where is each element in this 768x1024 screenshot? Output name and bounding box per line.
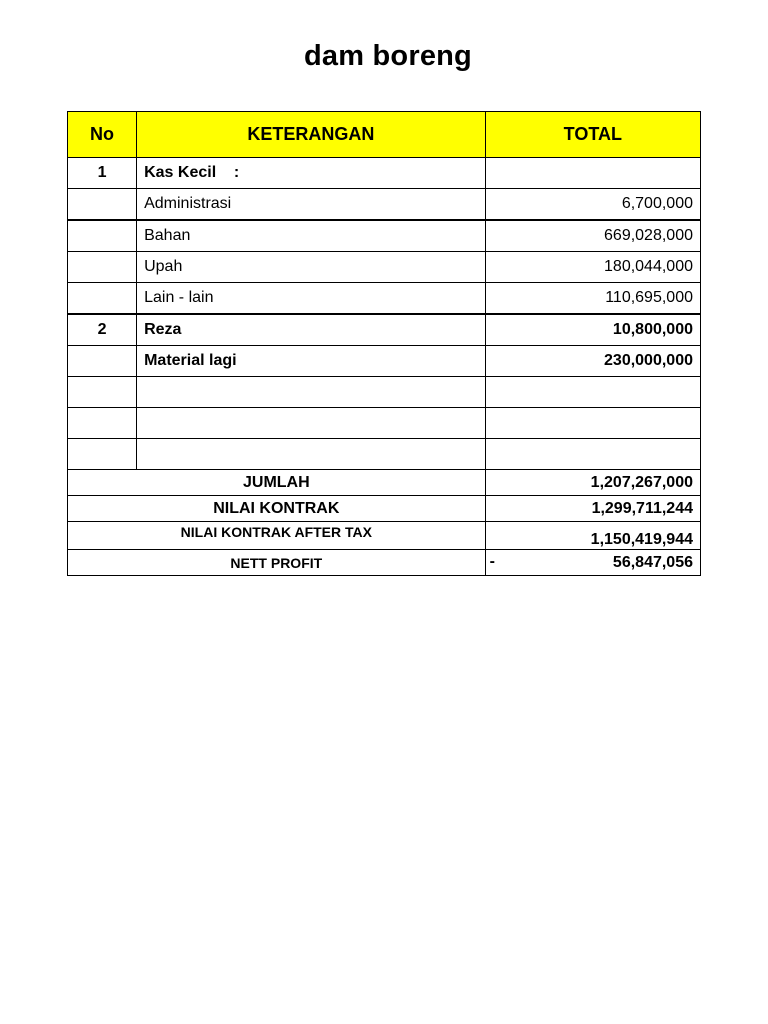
table-row [68,189,701,221]
table-row [68,346,701,377]
jumlah-label: JUMLAH [68,470,486,496]
row-number: 2 [68,314,137,346]
column-header-keterangan: KETERANGAN [137,112,486,158]
table-row [68,283,701,315]
nilai-kontrak-label: NILAI KONTRAK [68,496,486,522]
row-description [137,439,486,470]
row-description: Material lagi [137,346,486,377]
column-header-total: TOTAL [485,112,700,158]
table-row [68,408,701,439]
nett-profit-label: NETT PROFIT [68,550,486,576]
nett-profit-cell [485,550,700,576]
row-number [68,252,137,283]
page-title: dam boreng [304,40,472,72]
row-description: Lain - lain [137,283,486,315]
table-row [68,158,701,189]
row-description [137,377,486,408]
nett-profit-sign: - [489,553,495,570]
table-row [68,252,701,283]
after-tax-value: 1,150,419,944 [485,522,700,550]
row-number [68,439,137,470]
row-total [485,439,700,470]
row-total: 10,800,000 [485,314,700,346]
row-total [485,377,700,408]
row-total: 6,700,000 [485,189,700,221]
nett-profit-value: 56,847,056 [612,553,693,571]
row-total [485,158,700,189]
row-number [68,283,137,315]
row-total: 110,695,000 [485,283,700,315]
row-total [485,408,700,439]
row-description: Administrasi [137,189,486,221]
after-tax-row [68,522,701,550]
row-number [68,220,137,252]
after-tax-label: NILAI KONTRAK AFTER TAX [68,522,486,550]
row-total: 230,000,000 [485,346,700,377]
row-description [137,408,486,439]
row-number [68,346,137,377]
jumlah-value: 1,207,267,000 [485,470,700,496]
row-total: 669,028,000 [485,220,700,252]
row-total: 180,044,000 [485,252,700,283]
table-row [68,377,701,408]
row-description: Bahan [137,220,486,252]
row-description: Kas Kecil : [137,158,486,189]
nett-profit-row [68,550,701,576]
row-description: Reza [137,314,486,346]
table-row [68,439,701,470]
column-header-no: No [68,112,137,158]
jumlah-row [68,470,701,496]
row-description: Upah [137,252,486,283]
row-number [68,408,137,439]
nilai-kontrak-row [68,496,701,522]
table-row [68,220,701,252]
table-row [68,314,701,346]
nilai-kontrak-value: 1,299,711,244 [485,496,700,522]
table-header-row [68,112,701,158]
expense-table [67,111,701,576]
row-number [68,377,137,408]
row-number [68,189,137,221]
row-number: 1 [68,158,137,189]
